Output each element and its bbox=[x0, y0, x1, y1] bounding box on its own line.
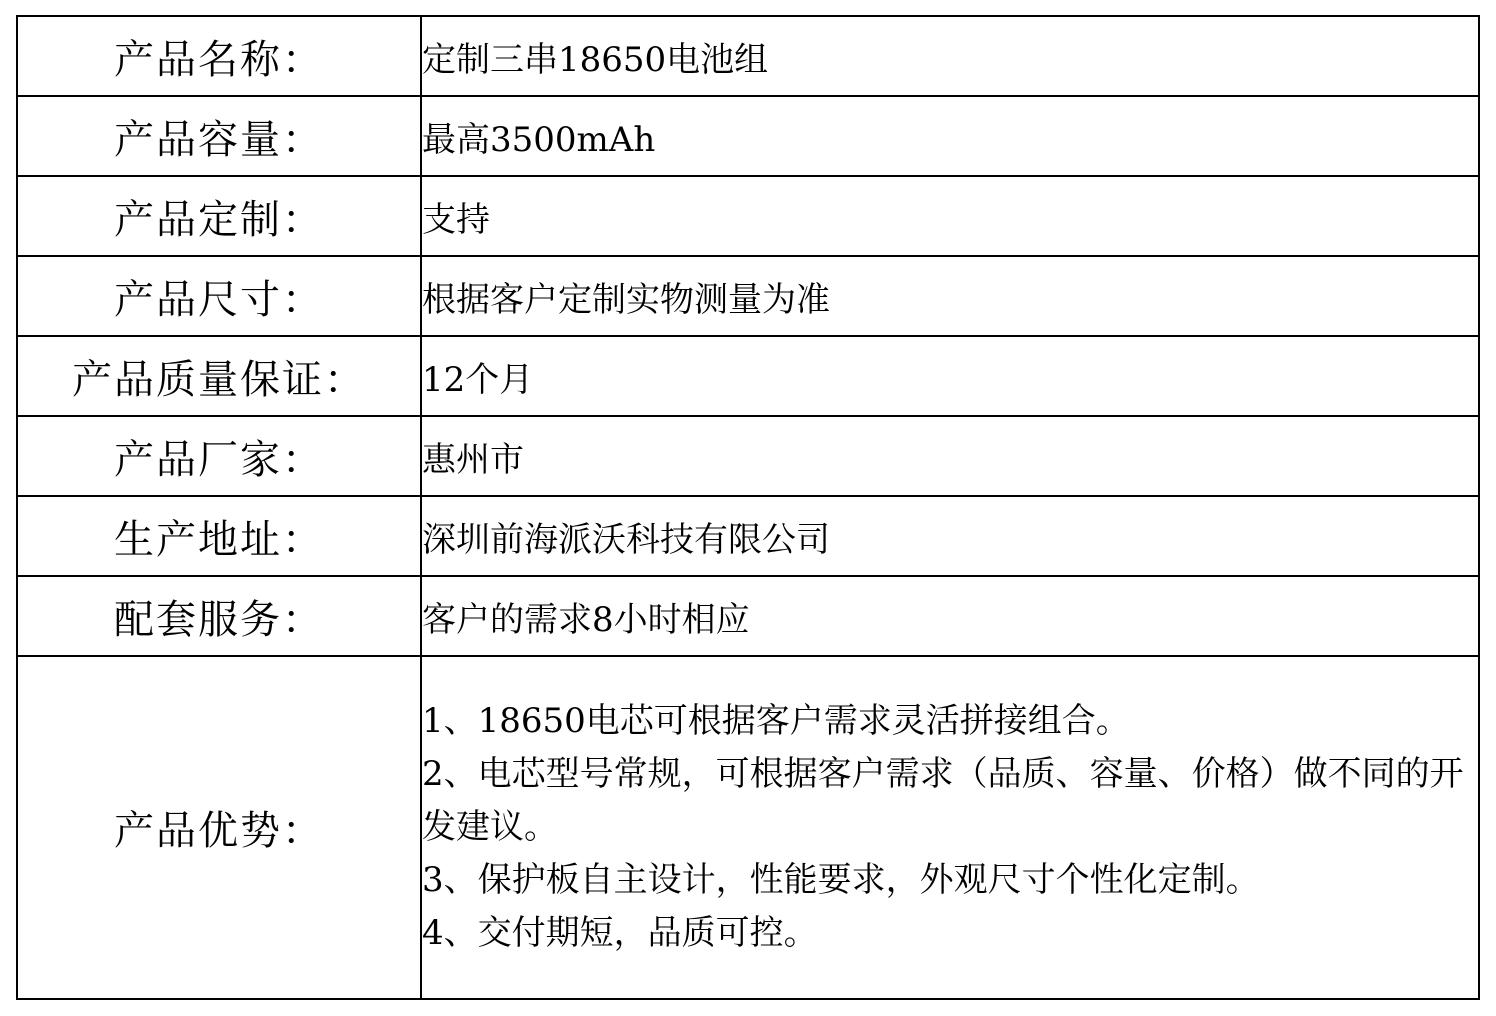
row-label: 配套服务： bbox=[17, 576, 421, 656]
table-row bbox=[17, 96, 1479, 176]
row-label: 产品尺寸： bbox=[17, 256, 421, 336]
table-row bbox=[17, 336, 1479, 416]
table-row bbox=[17, 576, 1479, 656]
row-value: 根据客户定制实物测量为准 bbox=[421, 256, 1479, 336]
row-value: 定制三串18650电池组 bbox=[421, 16, 1479, 96]
advantage-item: 3、保护板自主设计，性能要求，外观尺寸个性化定制。 bbox=[422, 860, 1260, 900]
row-label: 产品定制： bbox=[17, 176, 421, 256]
row-label: 产品厂家： bbox=[17, 416, 421, 496]
advantages-row bbox=[17, 656, 1479, 999]
row-label: 产品名称： bbox=[17, 16, 421, 96]
product-spec-table bbox=[16, 15, 1480, 1000]
row-label: 产品质量保证： bbox=[17, 336, 421, 416]
table-row bbox=[17, 176, 1479, 256]
advantages-list bbox=[421, 656, 1479, 999]
advantages-label: 产品优势： bbox=[17, 656, 421, 999]
row-value: 支持 bbox=[421, 176, 1479, 256]
row-value: 最高3500mAh bbox=[421, 96, 1479, 176]
row-value: 12个月 bbox=[421, 336, 1479, 416]
advantage-item: 1、18650电芯可根据客户需求灵活拼接组合。 bbox=[422, 701, 1130, 741]
row-value: 客户的需求8小时相应 bbox=[421, 576, 1479, 656]
table-row bbox=[17, 496, 1479, 576]
row-label: 产品容量： bbox=[17, 96, 421, 176]
advantage-item: 4、交付期短，品质可控。 bbox=[422, 913, 818, 953]
table-row bbox=[17, 16, 1479, 96]
row-value: 深圳前海派沃科技有限公司 bbox=[421, 496, 1479, 576]
row-value: 惠州市 bbox=[421, 416, 1479, 496]
table-row bbox=[17, 256, 1479, 336]
table-row bbox=[17, 416, 1479, 496]
row-label: 生产地址： bbox=[17, 496, 421, 576]
advantage-item: 2、电芯型号常规，可根据客户需求（品质、容量、价格）做不同的开发建议。 bbox=[422, 754, 1464, 847]
